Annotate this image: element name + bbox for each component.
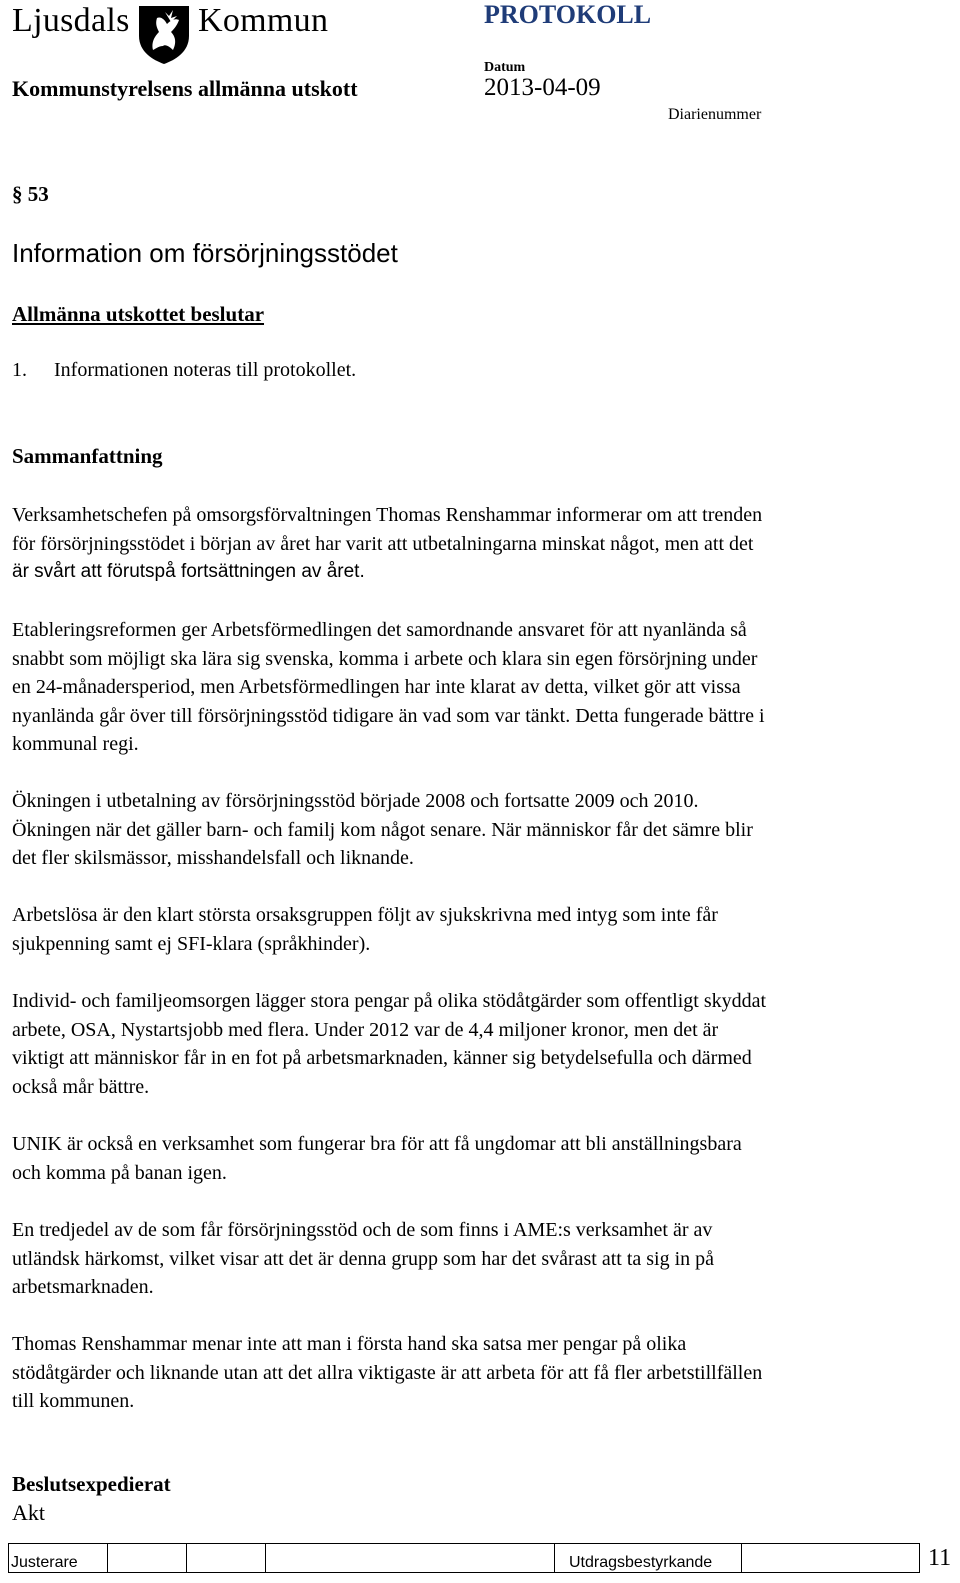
paragraph-okningen <box>12 787 952 873</box>
paragraph-line: är svårt att förutspå fortsättningen av året. <box>12 561 365 583</box>
decision-item-number: 1. <box>12 359 27 381</box>
paragraph-line: utländsk härkomst, vilket visar att det är denna grupp som har det svårast att ta sig in på <box>12 1247 715 1270</box>
paragraph-number: § 53 <box>12 182 49 206</box>
paragraph-line: Ökningen i utbetalning av försörjningsstöd började 2008 och fortsatte 2009 och 2010. <box>12 790 699 812</box>
paragraph-line: det fler skilsmässor, misshandelsfall och liknande. <box>12 847 414 870</box>
logo-text-kommun: Kommun <box>198 2 329 39</box>
date-label: Datum <box>484 60 526 75</box>
paragraph-line: arbete, OSA, Nystartsjobb med flera. Under 2012 var de 4,4 miljoner kronor, men det är <box>12 1018 719 1041</box>
decision-item <box>12 359 356 382</box>
justerare-label: Justerare <box>11 1554 78 1571</box>
paragraph-line: också mår bättre. <box>12 1075 150 1098</box>
paragraph-line: Arbetslösa är den klart största orsaksgruppen följt av sjukskrivna med intyg som inte får <box>12 904 718 926</box>
paragraph-line: stödåtgärder och liknande utan att det allra viktigaste är att arbeta för att få fler arbetstillfällen <box>12 1361 763 1384</box>
paragraph-line: en 24-månadersperiod, men Arbetsförmedlingen har inte klarat av detta, vilket gör att vissa <box>12 676 741 699</box>
paragraph-line: kommunal regi. <box>12 733 139 756</box>
summary-heading: Sammanfattning <box>12 444 163 468</box>
logo-text-ljusdals: Ljusdals <box>12 2 130 39</box>
paragraph-line: Thomas Renshammar menar inte att man i första hand ska satsa mer pengar på olika <box>12 1333 687 1355</box>
paragraph-line: Ökningen när det gäller barn- och familj kom något senare. När människor får det sämre blir <box>12 818 753 841</box>
page-number: 11 <box>928 1545 952 1571</box>
paragraph-line: UNIK är också en verksamhet som fungerar bra för att få ungdomar att bli anställningsbara <box>12 1133 742 1155</box>
paragraph-tredjedel <box>12 1216 952 1302</box>
paragraph-line: En tredjedel av de som får försörjningsstöd och de som finns i AME:s verksamhet är av <box>12 1219 713 1241</box>
signature-table <box>8 1543 920 1573</box>
paragraph-individ-familjeomsorgen <box>12 987 952 1101</box>
committee-name: Kommunstyrelsens allmänna utskott <box>12 76 358 101</box>
municipal-crest-icon <box>135 2 193 66</box>
paragraph-line: snabbt som möjligt ska lära sig svenska, komma i arbete och klara sin egen försörjning under <box>12 647 758 670</box>
paragraph-arbetslosa <box>12 901 952 958</box>
paragraph-unik <box>12 1130 952 1187</box>
utdrag-label: Utdragsbestyrkande <box>569 1554 713 1571</box>
paragraph-line: till kommunen. <box>12 1390 135 1413</box>
dispatch-value: Akt <box>12 1500 45 1525</box>
utdrag-cell <box>555 1544 742 1573</box>
decision-heading: Allmänna utskottet beslutar <box>12 302 265 326</box>
date-value: 2013-04-09 <box>484 74 601 101</box>
signature-cell[interactable] <box>187 1544 266 1573</box>
document-type-title: PROTOKOLL <box>484 0 652 29</box>
paragraph-summary-intro <box>12 501 952 587</box>
paragraph-line: nyanlända går över till försörjningsstöd tidigare än vad som var tänkt. Detta fungerade bättre i <box>12 704 765 727</box>
paragraph-line: för försörjningsstödet i början av året har varit att utbetalningarna minskat något, men att det <box>12 532 754 555</box>
paragraph-line: Etableringsreformen ger Arbetsförmedlingen det samordnande ansvaret för att nyanlända så <box>12 619 747 641</box>
dispatch-heading: Beslutsexpedierat <box>12 1472 171 1496</box>
paragraph-line: viktigt att människor får in en fot på arbetsmarknaden, känner sig betydelsefulla och därmed <box>12 1047 752 1070</box>
paragraph-line: och komma på banan igen. <box>12 1161 227 1184</box>
decision-item-text: Informationen noteras till protokollet. <box>54 359 357 381</box>
signature-cell[interactable] <box>266 1544 555 1573</box>
section-title: Information om försörjningsstödet <box>12 238 398 268</box>
paragraph-etableringsreformen <box>12 616 952 759</box>
paragraph-renshammar-menar <box>12 1330 952 1416</box>
paragraph-line: Individ- och familjeomsorgen lägger stora pengar på olika stödåtgärder som offentligt skyddat <box>12 990 767 1012</box>
page-footer <box>0 1543 960 1583</box>
signature-cell[interactable] <box>742 1544 920 1573</box>
diarienummer-label: Diarienummer <box>668 106 762 123</box>
paragraph-line: Verksamhetschefen på omsorgsförvaltningen Thomas Renshammar informerar om att trenden <box>12 504 763 526</box>
paragraph-line: arbetsmarknaden. <box>12 1276 154 1299</box>
paragraph-line: sjukpenning samt ej SFI-klara (språkhinder). <box>12 932 371 955</box>
justerare-cell <box>9 1544 108 1573</box>
signature-cell[interactable] <box>108 1544 187 1573</box>
